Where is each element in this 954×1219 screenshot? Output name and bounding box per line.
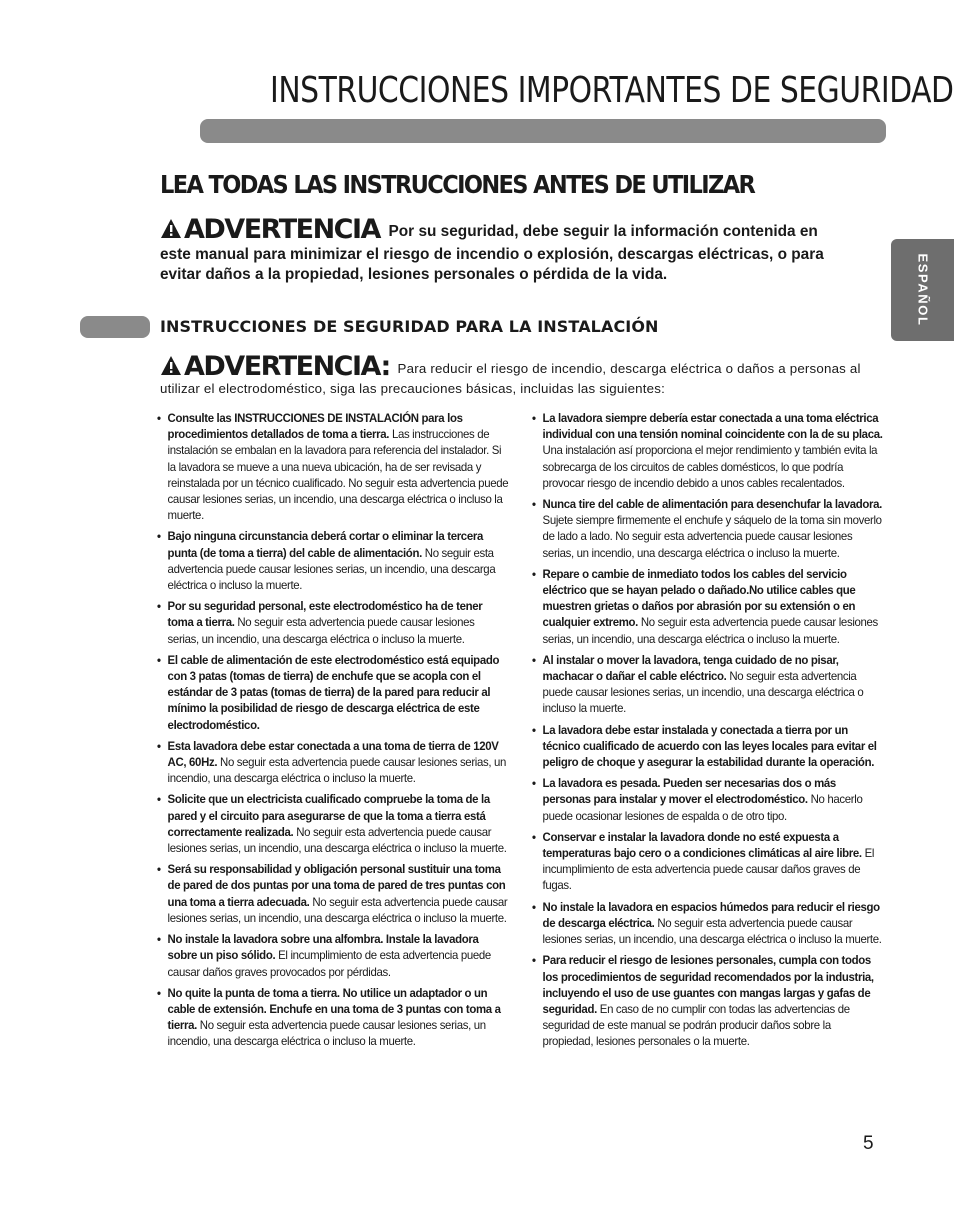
warning-triangle-icon: [160, 355, 182, 380]
item-normal-text: El incumplimiento de esta advertencia puede causar daños graves provocados por pérdidas.: [167, 948, 491, 979]
bullet-mark: •: [532, 953, 536, 968]
item-normal-text: Una instalación así proporciona el mejor rendimiento y también evita la sobrecarga de los circuitos de cables domésticos, lo que podría provocar riesgo de incendio debido a unos cables recalentados.: [542, 443, 878, 490]
bullet-item: [532, 566, 883, 647]
bullet-item: [157, 598, 508, 647]
bullet-item: [157, 861, 508, 926]
warning-text: Para reducir el riesgo de incendio, descarga eléctrica o daños a personas al utilizar el electrodoméstico, siga las precauciones básicas, incluidas las siguientes:: [160, 361, 861, 396]
bullet-mark: •: [157, 792, 161, 807]
item-bold-text: No quite la punta de toma a tierra. No utilice un adaptador o un cable de extensión. Enchufe en una toma de 3 puntas con toma a tierra.: [167, 985, 501, 1033]
bullet-item: [157, 791, 508, 856]
item-bold-text: La lavadora es pesada. Pueden ser necesarias dos o más personas para instalar y mover el electrodoméstico.: [542, 776, 836, 807]
item-normal-text: El incumplimiento de esta advertencia puede causar daños graves de fugas.: [542, 846, 875, 893]
bullet-mark: •: [157, 862, 161, 877]
bullet-mark: •: [532, 899, 536, 914]
item-normal-text: Las instrucciones de instalación se embalan en la lavadora para referencia del instalador. Si la lavadora se mueve a una nueva ubicación, ha de ser revisada y reinstalada por un técnico cualificado. No seguir esta advertencia puede causar lesiones serias, un incendio, una descarga eléctrica o incluso la muerte.: [167, 427, 509, 523]
bullet-mark: •: [157, 985, 161, 1000]
bullet-mark: •: [532, 776, 536, 791]
warning-triangle-icon: [160, 218, 182, 245]
bullet-mark: •: [532, 722, 536, 737]
bullet-item: [157, 652, 508, 733]
item-bold-text: La lavadora siempre debería estar conectada a una toma eléctrica individual con una tensión nominal coincidente con la de su placa.: [542, 411, 883, 442]
section-heading: INSTRUCCIONES DE SEGURIDAD PARA LA INSTALACIÓN: [160, 317, 659, 336]
main-warning: [160, 214, 830, 285]
bullet-mark: •: [532, 652, 536, 667]
item-normal-text: No seguir esta advertencia puede causar lesiones serias, un incendio, una descarga eléctrica o incluso la muerte.: [167, 894, 508, 925]
item-bold-text: Bajo ninguna circunstancia deberá cortar o eliminar la tercera punta (de toma a tierra) del cable de alimentación.: [167, 529, 483, 560]
title-divider-bar: [200, 119, 886, 143]
bullet-mark: •: [157, 599, 161, 614]
item-bold-text: La lavadora debe estar instalada y conectada a tierra por un técnico cualificado de acuerdo con las leyes locales para evitar el peligro de choque y asegurar la estabilidad durante la operación.: [542, 722, 877, 770]
item-bold-text: Esta lavadora debe estar conectada a una toma de tierra de 120V AC, 60Hz.: [167, 738, 499, 770]
bullet-mark: •: [532, 497, 536, 512]
bullet-item: [532, 899, 883, 948]
item-normal-text: No seguir esta advertencia puede causar lesiones serias, un incendio, una descarga eléctrica o incluso la muerte.: [167, 824, 507, 856]
bullet-mark: •: [157, 738, 161, 753]
bullet-item: [157, 410, 508, 523]
item-normal-text: No seguir esta advertencia puede causar lesiones serias, un incendio, una descarga eléctrica o incluso la muerte.: [167, 545, 496, 593]
item-normal-text: No hacerlo puede ocasionar lesiones de espalda o de otro tipo.: [542, 792, 863, 823]
bullet-item: [532, 952, 883, 1049]
page-title: INSTRUCCIONES IMPORTANTES DE SEGURIDAD: [270, 70, 954, 111]
item-bold-text: Consulte las INSTRUCCIONES DE INSTALACIÓN para los procedimientos detallados de toma a tierra.: [167, 411, 463, 442]
installation-warning: [160, 351, 876, 397]
read-all-heading: LEA TODAS LAS INSTRUCCIONES ANTES DE UTILIZAR: [160, 170, 755, 199]
bullet-item: [532, 722, 883, 771]
item-bold-text: Para reducir el riesgo de lesiones personales, cumpla con todos los procedimientos de seguridad recomendados por la industria, incluyendo el uso de use guantes con mangas largas y gafas de seguridad.: [542, 953, 874, 1016]
warning-text: Por su seguridad, debe seguir la información contenida en este manual para minimizar el riesgo de incendio o explosión, descargas eléctricas, o para evitar daños a la propiedad, lesiones personales o pérdida de la vida.: [160, 223, 824, 283]
language-tab-label: ESPAÑOL: [915, 253, 930, 327]
bullet-item: [157, 931, 508, 980]
item-normal-text: No seguir esta advertencia puede causar lesiones serias, un incendio, una descarga eléctrica o incluso la muerte.: [542, 915, 882, 947]
item-normal-text: En caso de no cumplir con todas las advertencias de seguridad de este manual se podrán producir daños sobre la propiedad, lesiones personales o la muerte.: [542, 1001, 850, 1049]
item-bold-text: No instale la lavadora en espacios húmedos para reducir el riesgo de descarga eléctrica.: [542, 899, 880, 930]
bullet-mark: •: [157, 411, 161, 425]
item-bold-text: No instale la lavadora sobre una alfombra. Instale la lavadora sobre un piso sólido.: [167, 932, 479, 963]
item-bold-text: Nunca tire del cable de alimentación para desenchufar la lavadora.: [542, 497, 882, 512]
bullet-item: [532, 652, 883, 717]
item-normal-text: No seguir esta advertencia puede causar lesiones serias, un incendio, una descarga eléctrica o incluso la muerte.: [167, 1018, 486, 1049]
item-bold-text: Será su responsabilidad y obligación personal sustituir una toma de pared de dos puntas por una toma de pared de tres puntas con una toma a tierra adecuada.: [167, 862, 506, 909]
bullet-item: [532, 775, 883, 824]
item-normal-text: No seguir esta advertencia puede causar lesiones serias, un incendio, una descarga eléctrica o incluso la muerte.: [542, 669, 864, 716]
bullet-item: [532, 496, 883, 561]
item-bold-text: Solicite que un electricista cualificado compruebe la toma de la pared y el circuito para asegurarse de que la toma a tierra está correctamente realizada.: [167, 792, 490, 839]
bullet-mark: •: [157, 529, 161, 544]
page-number: 5: [863, 1133, 874, 1154]
item-normal-text: No seguir esta advertencia puede causar lesiones serias, un incendio, una descarga eléctrica o incluso la muerte.: [167, 755, 507, 786]
item-bold-text: Conservar e instalar la lavadora donde no esté expuesta a temperaturas bajo cero o a condiciones climáticas al aire libre.: [542, 829, 862, 861]
item-normal-text: Sujete siempre firmemente el enchufe y sáquelo de la toma sin moverlo de lado a lado. No seguir esta advertencia puede causar lesiones serias, un incendio, una descarga eléctrica o incluso la muerte.: [542, 513, 882, 560]
bullet-mark: •: [157, 932, 161, 947]
bullet-mark: •: [157, 652, 161, 667]
bullet-item: [157, 528, 508, 593]
item-bold-text: Por su seguridad personal, este electrodoméstico ha de tener toma a tierra.: [167, 599, 483, 630]
bullet-mark: •: [532, 411, 536, 425]
left-column: [157, 410, 509, 1055]
bullet-item: [532, 829, 883, 894]
bullet-item: [157, 738, 508, 787]
language-tab: [891, 239, 954, 341]
bullet-mark: •: [532, 829, 536, 844]
item-normal-text: No seguir esta advertencia puede causar lesiones serias, un incendio, una descarga eléctrica o incluso la muerte.: [167, 615, 475, 646]
warning-word: ADVERTENCIA: [184, 214, 380, 245]
bullet-item: [532, 410, 883, 491]
section-marker-bar: [80, 316, 150, 338]
item-bold-text: Repare o cambie de inmediato todos los cables del servicio eléctrico que se hayan pelado o dañado.No utilice cables que muestren grietas o daños por abrasión por su extensión o en cualquier extremo.: [542, 566, 856, 630]
warning-word: ADVERTENCIA:: [184, 351, 390, 382]
item-bold-text: El cable de alimentación de este electrodoméstico está equipado con 3 patas (tomas de tierra) de enchufe que se acopla con el estándar de 3 patas (tomas de tierra) de la pared para reducir al mínimo la posibilidad de riesgo de descarga eléctrica de este electrodoméstico.: [167, 652, 500, 732]
right-column: [532, 410, 883, 1055]
item-normal-text: No seguir esta advertencia puede causar lesiones serias, un incendio, una descarga eléctrica o incluso la muerte.: [542, 615, 878, 646]
item-bold-text: Al instalar o mover la lavadora, tenga cuidado de no pisar, machacar o dañar el cable eléctrico.: [542, 652, 839, 684]
bullet-item: [157, 985, 508, 1050]
bullet-mark: •: [532, 566, 536, 581]
